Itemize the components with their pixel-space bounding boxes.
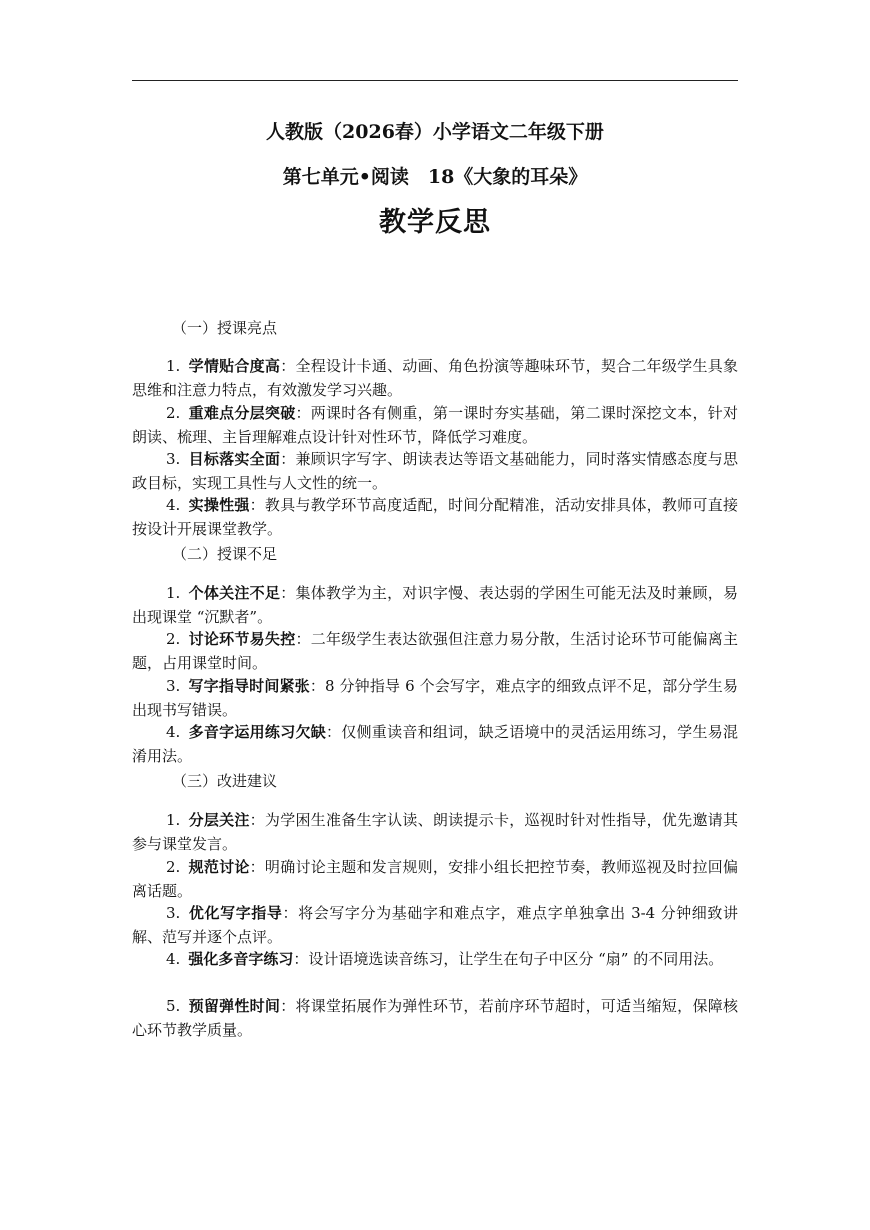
item-label: 目标落实全面 <box>188 450 281 468</box>
item-number: 3. <box>166 677 181 695</box>
list-item <box>132 995 738 1042</box>
item-text: ：将会写字分为基础字和难点字，难点字单独拿出 3-4 分钟细致讲解、范写并逐个点评。 <box>132 904 738 946</box>
item-number: 4. <box>166 950 181 968</box>
item-text: ：设计语境选读音练习，让学生在句子中区分 “扇” 的不同用法。 <box>293 950 724 968</box>
list-item <box>132 902 738 949</box>
item-number: 5. <box>166 997 181 1015</box>
item-label: 个体关注不足 <box>188 584 281 602</box>
section-heading-shortcomings: （二）授课不足 <box>172 545 278 563</box>
item-text: ：兼顾识字写字、朗读表达等语文基础能力，同时落实情感态度与思政目标，实现工具性与人文性的统一。 <box>132 450 738 492</box>
item-label: 优化写字指导 <box>188 904 283 922</box>
item-text: ：明确讨论主题和发言规则，安排小组长把控节奏，教师巡视及时拉回偏离话题。 <box>132 858 738 900</box>
list-item <box>132 675 738 722</box>
item-label: 学情贴合度高 <box>188 357 281 375</box>
item-number: 3. <box>166 450 181 468</box>
list-item <box>132 628 738 675</box>
item-number: 2. <box>166 858 181 876</box>
item-label: 重难点分层突破 <box>188 404 296 422</box>
item-label: 强化多音字练习 <box>188 950 294 968</box>
item-text: ：将课堂拓展作为弹性环节，若前序环节超时，可适当缩短，保障核心环节教学质量。 <box>132 997 738 1039</box>
item-label: 分层关注 <box>188 811 250 829</box>
item-text: ：仅侧重读音和组词，缺乏语境中的灵活运用练习，学生易混淆用法。 <box>132 723 738 765</box>
list-item <box>132 448 738 495</box>
item-number: 1. <box>166 357 181 375</box>
item-number: 1. <box>166 584 181 602</box>
list-item <box>132 582 738 629</box>
list-item <box>132 948 738 972</box>
page-title: 教学反思 <box>379 207 491 238</box>
item-label: 讨论环节易失控 <box>188 630 296 648</box>
lesson-title: 第七单元•阅读 18《大象的耳朵》 <box>282 166 588 188</box>
item-text: ：全程设计卡通、动画、角色扮演等趣味环节，契合二年级学生具象思维和注意力特点，有效激发学习兴趣。 <box>132 357 738 399</box>
document-subtitle: 人教版（2026春）小学语文二年级下册 <box>266 121 604 143</box>
list-item <box>132 856 738 903</box>
item-text: ：集体教学为主，对识字慢、表达弱的学困生可能无法及时兼顾，易出现课堂 “沉默者”。 <box>132 584 738 626</box>
item-text: ：为学困生准备生字认读、朗读提示卡，巡视时针对性指导，优先邀请其参与课堂发言。 <box>132 811 738 853</box>
item-label: 多音字运用练习欠缺 <box>188 723 326 741</box>
list-item <box>132 402 738 449</box>
list-item <box>132 494 738 541</box>
item-text: ：教具与教学环节高度适配，时间分配精准，活动安排具体，教师可直接按设计开展课堂教学。 <box>132 496 738 538</box>
item-number: 3. <box>166 904 181 922</box>
item-number: 4. <box>166 723 181 741</box>
item-number: 4. <box>166 496 181 514</box>
list-item <box>132 809 738 856</box>
item-number: 2. <box>166 404 181 422</box>
item-number: 1. <box>166 811 181 829</box>
item-text: ：8 分钟指导 6 个会写字，难点字的细致点评不足，部分学生易出现书写错误。 <box>132 677 738 719</box>
section-heading-highlights: （一）授课亮点 <box>172 319 278 337</box>
item-number: 2. <box>166 630 181 648</box>
item-text: ：两课时各有侧重，第一课时夯实基础，第二课时深挖文本，针对朗读、梳理、主旨理解难点设计针对性环节，降低学习难度。 <box>132 404 738 446</box>
section-heading-suggestions: （三）改进建议 <box>172 772 278 790</box>
item-label: 写字指导时间紧张 <box>188 677 310 695</box>
item-label: 规范讨论 <box>188 858 250 876</box>
list-item <box>132 721 738 768</box>
item-text: ：二年级学生表达欲强但注意力易分散，生活讨论环节可能偏离主题，占用课堂时间。 <box>132 630 738 672</box>
item-label: 实操性强 <box>188 496 250 514</box>
item-label: 预留弹性时间 <box>188 997 281 1015</box>
list-item <box>132 355 738 402</box>
top-divider <box>132 80 738 81</box>
